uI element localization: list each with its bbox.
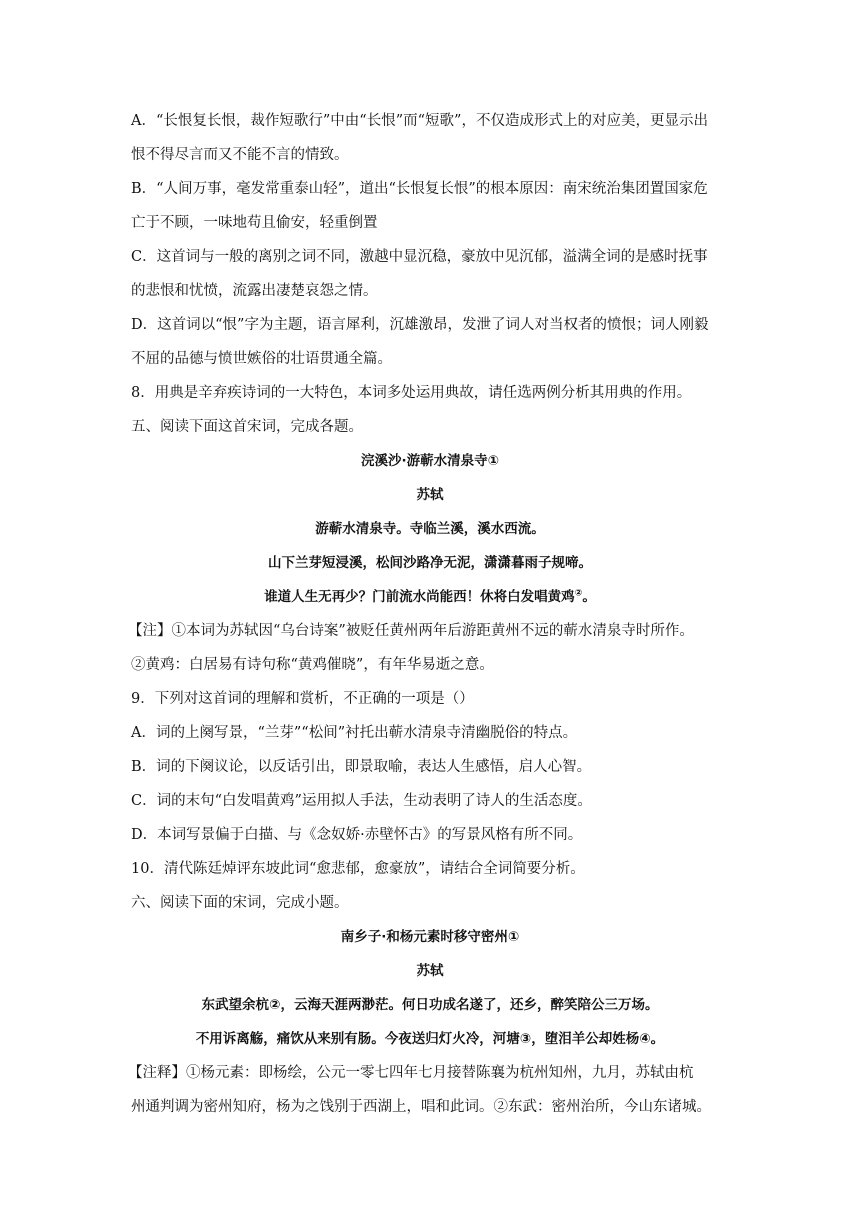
poem-2-line-1: 东武望余杭②，云海天涯两渺茫。何日功成名遂了，还乡，醉笑陪公三万场。 [201,997,659,1013]
question-9-option-c: C．词的末句“白发唱黄鸡”运用拟人手法，生动表明了诗人的生活态度。 [131,793,592,809]
question-9-option-b: B．词的下阕议论，以反话引出，即景取喻，表达人生感悟，启人心智。 [131,759,592,775]
poem-1-line-3-text: 谁道人生无再少？门前流水尚能西！休将白发唱黄鸡 [264,589,575,605]
question-9: 9．下列对这首词的理解和赏析，不正确的一项是（） [131,691,474,707]
option-d-line-1: D．这首词以“恨”字为主题，语言犀利，沉雄激昂，发泄了词人对当权者的愤恨；词人刚毅 [131,317,709,333]
poem-1-line-3 [0,587,860,607]
note-2-line-2: 州通判调为密州知府，杨为之饯别于西湖上，唱和此词。②东武：密州治所，今山东诸城。 [131,1099,711,1115]
option-c-line-2: 的悲恨和忧愤，流露出凄楚哀怨之情。 [131,283,378,299]
section-6-heading: 六、阅读下面的宋词，完成小题。 [131,895,349,911]
poem-2-author: 苏轼 [416,963,444,979]
option-a-line-1: A．“长恨复长恨，裁作短歌行”中由“长恨”而“短歌”，不仅造成形式上的对应美，更显示出 [131,113,708,129]
poem-2-title: 南乡子·和杨元素时移守密州① [340,929,520,945]
poem-1-line-3-end: 。 [582,589,596,605]
question-10: 10．清代陈廷焯评东坡此词“愈悲郁，愈豪放”，请结合全词简要分析。 [131,861,585,877]
note-1-line-2: ②黄鸡：白居易有诗句称“黄鸡催晓”，有年华易逝之意。 [131,657,494,673]
option-c-line-1: C．这首词与一般的离别之词不同，激越中显沉稳，豪放中见沉郁，溢满全词的是感时抚事 [131,249,708,265]
poem-1-author: 苏轼 [416,487,444,503]
poem-1-title: 浣溪沙·游蕲水清泉寺① [360,453,500,469]
question-9-option-d: D．本词写景偏于白描、与《念奴娇·赤壁怀古》的写景风格有所不同。 [131,827,583,843]
section-5-heading: 五、阅读下面这首宋词，完成各题。 [131,419,363,435]
question-8: 8．用典是辛弃疾诗词的一大特色，本词多处运用典故，请任选两例分析其用典的作用。 [131,385,692,401]
question-9-option-a: A．词的上阕写景，“兰芽”“松间”衬托出蕲水清泉寺清幽脱俗的特点。 [131,725,578,741]
poem-1-line-1: 游蕲水清泉寺。寺临兰溪，溪水西流。 [315,521,545,537]
option-b-line-2: 亡于不顾，一味地苟且偷安，轻重倒置 [131,215,378,231]
footnote-marker: ② [574,588,583,599]
option-b-line-1: B．“人间万事，毫发常重泰山轻”，道出“长恨复长恨”的根本原因：南宋统治集团置国家危 [131,181,708,197]
poem-1-line-2: 山下兰芽短浸溪，松间沙路净无泥，潇潇暮雨子规啼。 [268,555,592,571]
option-a-line-2: 恨不得尽言而又不能不言的情致。 [131,147,349,163]
note-2-line-1: 【注释】①杨元素：即杨绘，公元一零七四年七月接替陈襄为杭州知州，九月，苏轼由杭 [128,1065,694,1081]
note-1-line-1: 【注】①本词为苏轼因“乌台诗案”被贬任黄州两年后游距黄州不远的蕲水清泉寺时所作。 [128,623,694,639]
poem-2-line-2: 不用诉离觞，痛饮从来别有肠。今夜送归灯火冷，河塘③，堕泪羊公却姓杨④。 [195,1031,665,1047]
option-d-line-2: 不屈的品德与愤世嫉俗的壮语贯通全篇。 [131,351,392,367]
